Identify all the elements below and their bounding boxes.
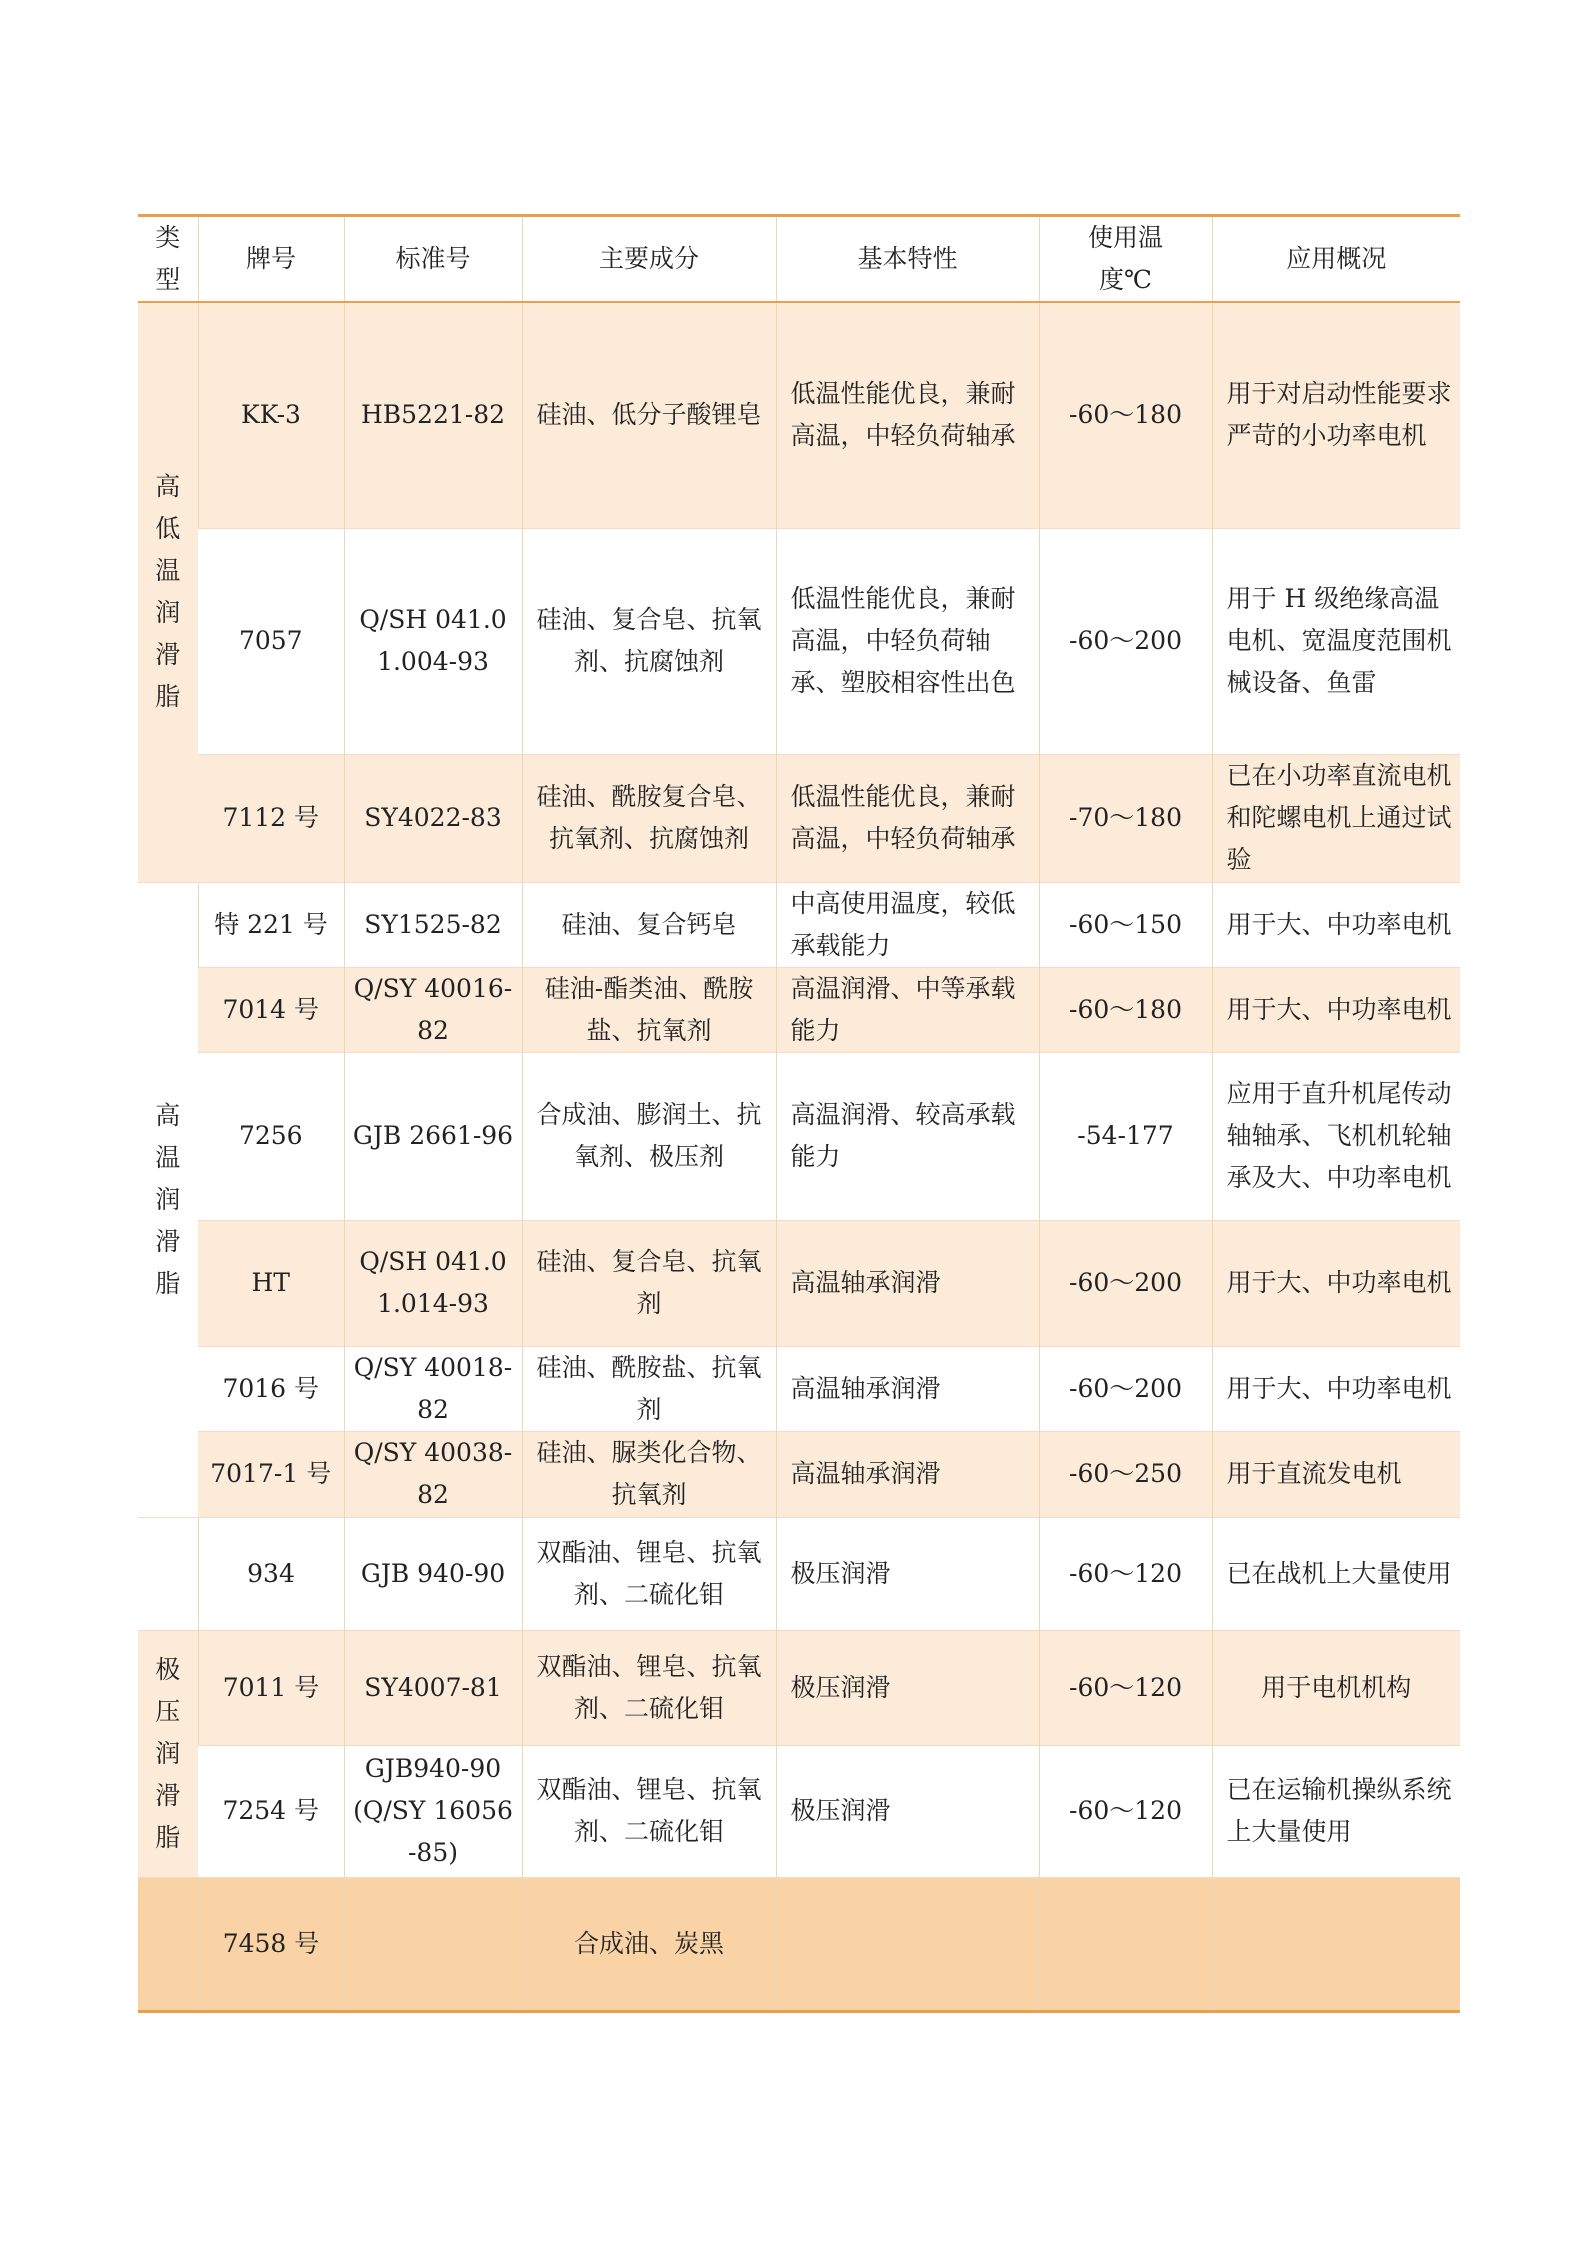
- header-temp: 使用温度℃: [1039, 216, 1212, 303]
- cell-application: 用于对启动性能要求严苛的小功率电机: [1212, 302, 1460, 528]
- header-application: 应用概况: [1212, 216, 1460, 303]
- table-row: [138, 1630, 1460, 1745]
- cell-application: 应用于直升机尾传动轴轴承、飞机机轮轴承及大、中功率电机: [1212, 1052, 1460, 1220]
- cell-application: 用于大、中功率电机: [1212, 1346, 1460, 1431]
- cell-standard: SY1525-82: [344, 882, 522, 967]
- cell-brand: 7017-1 号: [198, 1431, 344, 1517]
- table-row: [138, 1346, 1460, 1431]
- category-extreme: 极压润滑脂: [138, 1630, 198, 1877]
- cell-characteristics: 高温轴承润滑: [776, 1431, 1039, 1517]
- cell-application: 用于 H 级绝缘高温电机、宽温度范围机械设备、鱼雷: [1212, 528, 1460, 754]
- header-characteristics: 基本特性: [776, 216, 1039, 303]
- cell-standard: Q/SY 40018-82: [344, 1346, 522, 1431]
- header-brand: 牌号: [198, 216, 344, 303]
- lubricant-table: [138, 214, 1460, 2013]
- cell-temp: -60～120: [1039, 1630, 1212, 1745]
- cell-composition: 硅油-酯类油、酰胺盐、抗氧剂: [522, 967, 776, 1052]
- header-row: [138, 216, 1460, 303]
- cell-brand: 7011 号: [198, 1630, 344, 1745]
- category-high: 高温润滑脂: [138, 882, 198, 1517]
- cell-application: 用于大、中功率电机: [1212, 1220, 1460, 1346]
- cell-brand: 7256: [198, 1052, 344, 1220]
- cell-standard: SY4022-83: [344, 754, 522, 882]
- cell-temp: -60～200: [1039, 528, 1212, 754]
- cell-temp: [1039, 1877, 1212, 2011]
- table-row: [138, 1431, 1460, 1517]
- cell-characteristics: 中高使用温度，较低承载能力: [776, 882, 1039, 967]
- header-composition: 主要成分: [522, 216, 776, 303]
- cell-composition: 合成油、膨润土、抗氧剂、极压剂: [522, 1052, 776, 1220]
- cell-application: 已在战机上大量使用: [1212, 1517, 1460, 1630]
- cell-brand: 7254 号: [198, 1745, 344, 1877]
- cell-composition: 硅油、低分子酸锂皂: [522, 302, 776, 528]
- cell-composition: 双酯油、锂皂、抗氧剂、二硫化钼: [522, 1745, 776, 1877]
- cell-standard: Q/SY 40038-82: [344, 1431, 522, 1517]
- cell-characteristics: 高温润滑、中等承载能力: [776, 967, 1039, 1052]
- cell-brand: 7112 号: [198, 754, 344, 882]
- table-row: [138, 882, 1460, 967]
- category-low-high: 高低温润滑脂: [138, 302, 198, 882]
- cell-temp: -54-177: [1039, 1052, 1212, 1220]
- cell-temp: -60～250: [1039, 1431, 1212, 1517]
- cell-characteristics: 高温轴承润滑: [776, 1220, 1039, 1346]
- cell-brand: 特 221 号: [198, 882, 344, 967]
- cell-composition: 硅油、酰胺复合皂、抗氧剂、抗腐蚀剂: [522, 754, 776, 882]
- cell-application: 用于直流发电机: [1212, 1431, 1460, 1517]
- cell-composition: 双酯油、锂皂、抗氧剂、二硫化钼: [522, 1630, 776, 1745]
- cell-temp: -60～180: [1039, 967, 1212, 1052]
- cell-standard: GJB940-90(Q/SY 16056-85): [344, 1745, 522, 1877]
- cell-characteristics: 极压润滑: [776, 1745, 1039, 1877]
- header-type: 类型: [138, 216, 198, 303]
- category-empty: [138, 1877, 198, 2011]
- cell-brand: HT: [198, 1220, 344, 1346]
- table-row: [138, 1877, 1460, 2011]
- table-row: [138, 967, 1460, 1052]
- table-row: [138, 1220, 1460, 1346]
- cell-standard: SY4007-81: [344, 1630, 522, 1745]
- cell-brand: 934: [198, 1517, 344, 1630]
- cell-composition: 硅油、复合皂、抗氧剂: [522, 1220, 776, 1346]
- cell-application: 用于大、中功率电机: [1212, 882, 1460, 967]
- cell-temp: -60～120: [1039, 1517, 1212, 1630]
- cell-temp: -60～200: [1039, 1346, 1212, 1431]
- table-row: [138, 528, 1460, 754]
- cell-characteristics: 高温润滑、较高承载能力: [776, 1052, 1039, 1220]
- cell-temp: -60～120: [1039, 1745, 1212, 1877]
- cell-brand: 7016 号: [198, 1346, 344, 1431]
- cell-brand: KK-3: [198, 302, 344, 528]
- cell-brand: 7057: [198, 528, 344, 754]
- cell-standard: Q/SH 041.01.004-93: [344, 528, 522, 754]
- cell-characteristics: 高温轴承润滑: [776, 1346, 1039, 1431]
- cell-standard: GJB 940-90: [344, 1517, 522, 1630]
- cell-temp: -60～150: [1039, 882, 1212, 967]
- cell-brand: 7014 号: [198, 967, 344, 1052]
- cell-temp: -60～180: [1039, 302, 1212, 528]
- cell-composition: 硅油、复合钙皂: [522, 882, 776, 967]
- cell-standard: GJB 2661-96: [344, 1052, 522, 1220]
- cell-application: [1212, 1877, 1460, 2011]
- cell-characteristics: 极压润滑: [776, 1630, 1039, 1745]
- cell-temp: -70～180: [1039, 754, 1212, 882]
- category-empty: [138, 1517, 198, 1630]
- cell-standard: [344, 1877, 522, 2011]
- cell-brand: 7458 号: [198, 1877, 344, 2011]
- cell-composition: 双酯油、锂皂、抗氧剂、二硫化钼: [522, 1517, 776, 1630]
- table-row: [138, 754, 1460, 882]
- table-row: [138, 1745, 1460, 1877]
- cell-composition: 硅油、复合皂、抗氧剂、抗腐蚀剂: [522, 528, 776, 754]
- table-row: [138, 1517, 1460, 1630]
- cell-characteristics: [776, 1877, 1039, 2011]
- cell-composition: 硅油、脲类化合物、抗氧剂: [522, 1431, 776, 1517]
- cell-characteristics: 低温性能优良，兼耐高温，中轻负荷轴承: [776, 754, 1039, 882]
- table-row: [138, 1052, 1460, 1220]
- header-standard: 标准号: [344, 216, 522, 303]
- cell-application: 用于大、中功率电机: [1212, 967, 1460, 1052]
- cell-standard: HB5221-82: [344, 302, 522, 528]
- cell-application: 已在运输机操纵系统上大量使用: [1212, 1745, 1460, 1877]
- table-row: [138, 302, 1460, 528]
- cell-standard: Q/SY 40016-82: [344, 967, 522, 1052]
- cell-temp: -60～200: [1039, 1220, 1212, 1346]
- cell-characteristics: 低温性能优良，兼耐高温，中轻负荷轴承、塑胶相容性出色: [776, 528, 1039, 754]
- cell-standard: Q/SH 041.01.014-93: [344, 1220, 522, 1346]
- cell-application: 用于电机机构: [1212, 1630, 1460, 1745]
- cell-characteristics: 极压润滑: [776, 1517, 1039, 1630]
- cell-characteristics: 低温性能优良，兼耐高温，中轻负荷轴承: [776, 302, 1039, 528]
- cell-application: 已在小功率直流电机和陀螺电机上通过试验: [1212, 754, 1460, 882]
- cell-composition: 硅油、酰胺盐、抗氧剂: [522, 1346, 776, 1431]
- cell-composition: 合成油、炭黑: [522, 1877, 776, 2011]
